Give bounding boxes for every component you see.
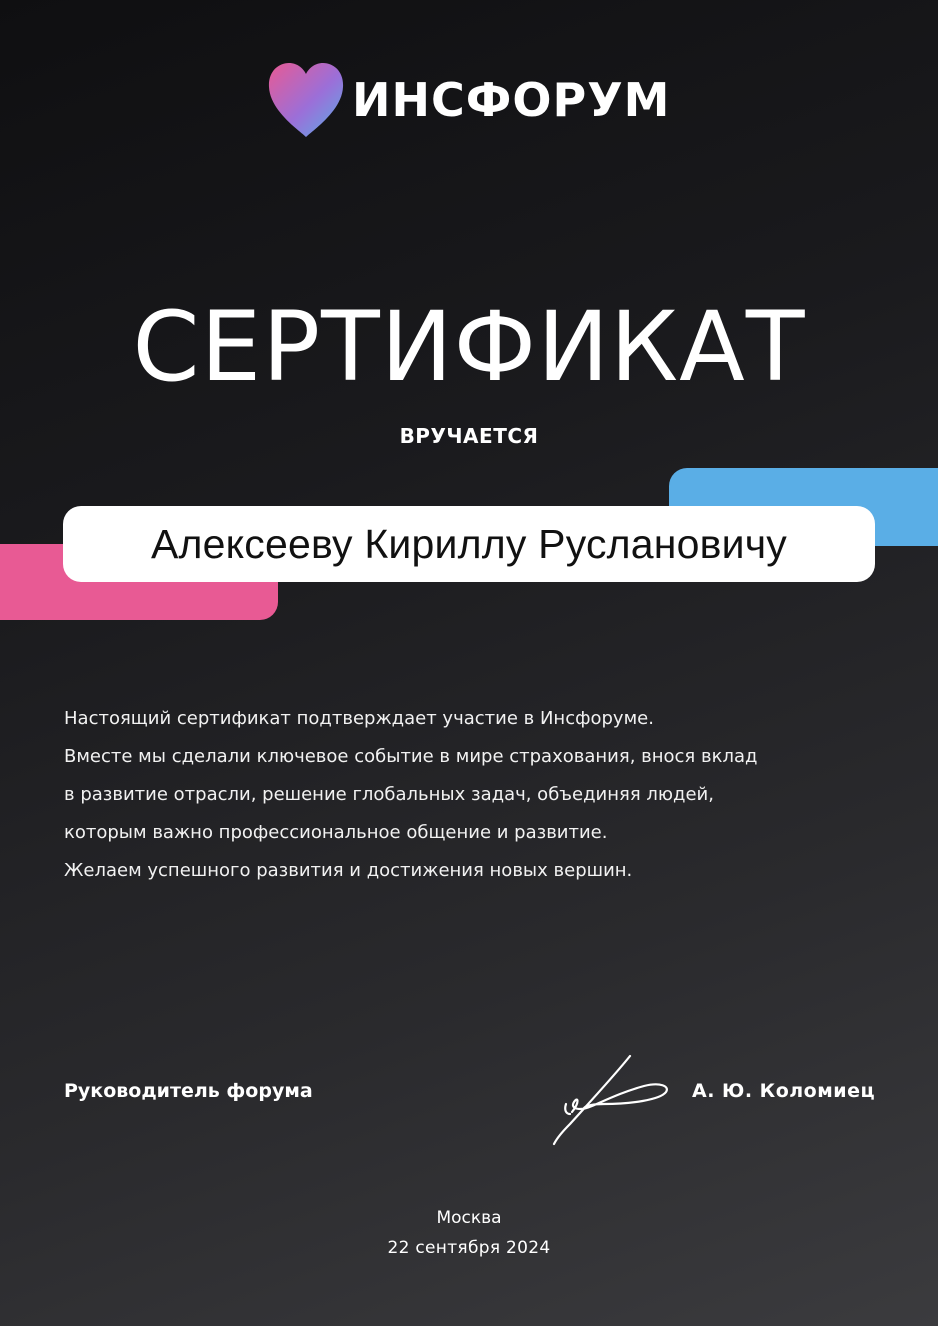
- issue-date: 22 сентября 2024: [387, 1238, 551, 1258]
- signer-name: А. Ю. Коломиец: [692, 1080, 876, 1102]
- brand-name: ИНСФОРУМ: [352, 73, 671, 127]
- brand-logo: [266, 60, 670, 140]
- awarded-label: ВРУЧАЕТСЯ: [399, 424, 539, 448]
- certificate-title: СЕРТИФИКАТ: [132, 291, 806, 403]
- certificate-body: [64, 700, 864, 890]
- recipient-name: Алексееву Кириллу Руслановичу: [151, 520, 787, 567]
- body-line: Желаем успешного развития и достижения новых вершин.: [64, 860, 633, 881]
- body-line: которым важно профессиональное общение и развитие.: [64, 822, 608, 843]
- body-line: Вместе мы сделали ключевое событие в мире страхования, внося вклад: [64, 746, 758, 767]
- signer-role: Руководитель форума: [64, 1080, 313, 1102]
- issue-city: Москва: [436, 1208, 502, 1228]
- recipient-box: [63, 506, 875, 582]
- heart-icon: [266, 61, 346, 139]
- body-line: в развитие отрасли, решение глобальных задач, объединяя людей,: [64, 784, 714, 805]
- signature-image: [548, 1052, 678, 1148]
- body-line: Настоящий сертификат подтверждает участие в Инсфоруме.: [64, 708, 654, 729]
